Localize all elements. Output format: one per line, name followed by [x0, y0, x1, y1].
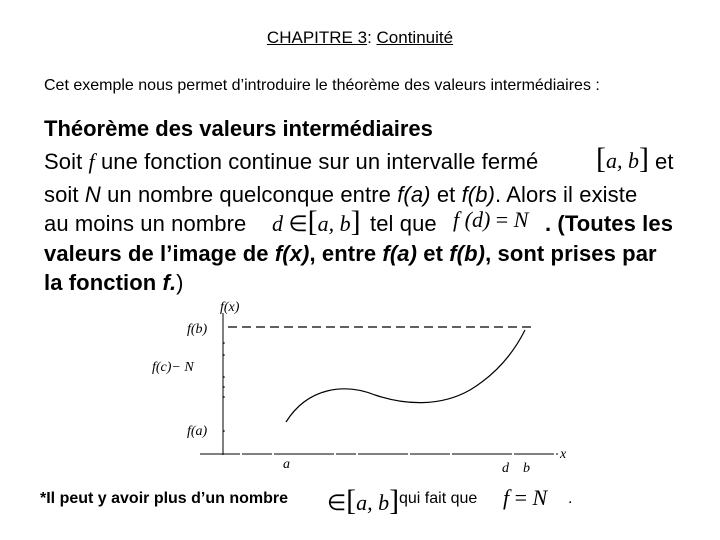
- interval-ab: [a, b]: [596, 142, 649, 175]
- footnote-after: qui fait que: [399, 490, 478, 507]
- theorem-heading: Théorème des valeurs intermédiaires: [44, 116, 433, 141]
- math-f: f: [88, 149, 95, 174]
- fa-label: f(a): [187, 424, 208, 439]
- theorem-line-4: valeurs de l’image de f(x), entre f(a) et f(b), sont prises par: [44, 241, 657, 266]
- y-axis-label: f(x): [220, 300, 240, 315]
- intro-text: Cet exemple nous permet d’introduire le théorème des valeurs intermédiaires :: [44, 77, 600, 94]
- fb-label: f(b): [187, 322, 208, 337]
- text-tel-que: tel que: [370, 211, 437, 236]
- b-label: b: [523, 461, 530, 475]
- theorem-line-2: soit N un nombre quelconque entre f(a) et f(b). Alors il existe: [44, 182, 638, 207]
- chapter-title: [0, 28, 720, 48]
- theorem-line-3a: au moins un nombre: [44, 211, 247, 236]
- text: une fonction continue sur un intervalle fermé: [94, 149, 539, 174]
- d-label: d: [502, 461, 509, 475]
- math-N: N: [84, 182, 101, 207]
- text: Soit: [44, 149, 89, 174]
- theorem-line-5: la fonction f.): [44, 270, 184, 295]
- text-et: et: [655, 149, 674, 174]
- math-d-in-ab: d ∈[a, b]: [272, 205, 361, 238]
- footnote-period: .: [568, 490, 573, 507]
- title-separator: :: [367, 28, 377, 47]
- footnote-interval: ∈[a, b]: [327, 484, 400, 517]
- footnote-math: f = N: [503, 485, 548, 510]
- function-curve: [286, 330, 525, 422]
- a-label: a: [283, 457, 290, 472]
- footnote-text: *Il peut y avoir plus d’un nombre: [40, 490, 289, 507]
- ivt-graph: [140, 295, 580, 475]
- theorem-line-1: [44, 149, 538, 175]
- text-toutes-les: . (Toutes les: [545, 211, 674, 236]
- fc-label: f(c)− N: [152, 360, 194, 375]
- chapter-number: CHAPITRE 3: [266, 28, 368, 47]
- chapter-topic: Continuité: [376, 28, 454, 47]
- x-axis-label: x: [560, 447, 567, 462]
- math-fd-eq-N: f (d) = N: [453, 207, 529, 232]
